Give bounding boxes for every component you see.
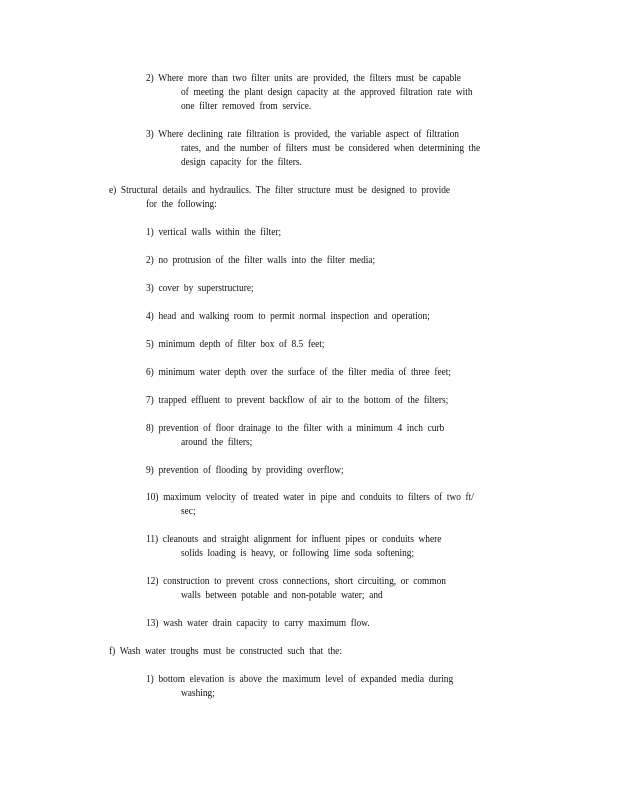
item-d3-line2: rates, and the number of filters must be considered when determining the bbox=[181, 143, 481, 154]
item-e4: 4) head and walking room to permit normal inspection and operation; bbox=[146, 311, 430, 322]
item-e8-line1: 8) prevention of floor drainage to the filter with a minimum 4 inch curb bbox=[146, 423, 445, 434]
item-e10-line1: 10) maximum velocity of treated water in pipe and conduits to filters of two ft/ bbox=[146, 492, 474, 503]
item-e13: 13) wash water drain capacity to carry maximum flow. bbox=[146, 618, 370, 629]
item-e12-line1: 12) construction to prevent cross connections, short circuiting, or common bbox=[146, 576, 446, 587]
item-d3-line1: 3) Where declining rate filtration is provided, the variable aspect of filtration bbox=[146, 129, 459, 140]
item-d3-line3: design capacity for the filters. bbox=[181, 157, 302, 168]
item-e12-line2: walls between potable and non-potable water; and bbox=[181, 590, 383, 601]
section-f-line1: f) Wash water troughs must be constructed such that the: bbox=[109, 646, 342, 657]
item-e9: 9) prevention of flooding by providing overflow; bbox=[146, 465, 344, 476]
item-e1: 1) vertical walls within the filter; bbox=[146, 227, 282, 238]
item-f1-line2: washing; bbox=[181, 688, 215, 699]
item-d2-line2: of meeting the plant design capacity at the approved filtration rate with bbox=[181, 87, 473, 98]
item-e3: 3) cover by superstructure; bbox=[146, 283, 254, 294]
item-e10-line2: sec; bbox=[181, 506, 196, 517]
item-e6: 6) minimum water depth over the surface of the filter media of three feet; bbox=[146, 367, 451, 378]
item-d2-line3: one filter removed from service. bbox=[181, 101, 312, 112]
item-e2: 2) no protrusion of the filter walls into the filter media; bbox=[146, 255, 376, 266]
item-d2-line1: 2) Where more than two filter units are provided, the filters must be capable bbox=[146, 73, 461, 84]
section-e-line2: for the following: bbox=[146, 199, 217, 210]
section-e-line1: e) Structural details and hydraulics. The filter structure must be designed to provide bbox=[109, 185, 451, 196]
item-e5: 5) minimum depth of filter box of 8.5 feet; bbox=[146, 339, 325, 350]
item-e8-line2: around the filters; bbox=[181, 437, 253, 448]
item-e11-line2: solids loading is heavy, or following lime soda softening; bbox=[181, 548, 415, 559]
item-f1-line1: 1) bottom elevation is above the maximum level of expanded media during bbox=[146, 674, 454, 685]
item-e7: 7) trapped effluent to prevent backflow of air to the bottom of the filters; bbox=[146, 395, 449, 406]
item-e11-line1: 11) cleanouts and straight alignment for influent pipes or conduits where bbox=[146, 534, 442, 545]
